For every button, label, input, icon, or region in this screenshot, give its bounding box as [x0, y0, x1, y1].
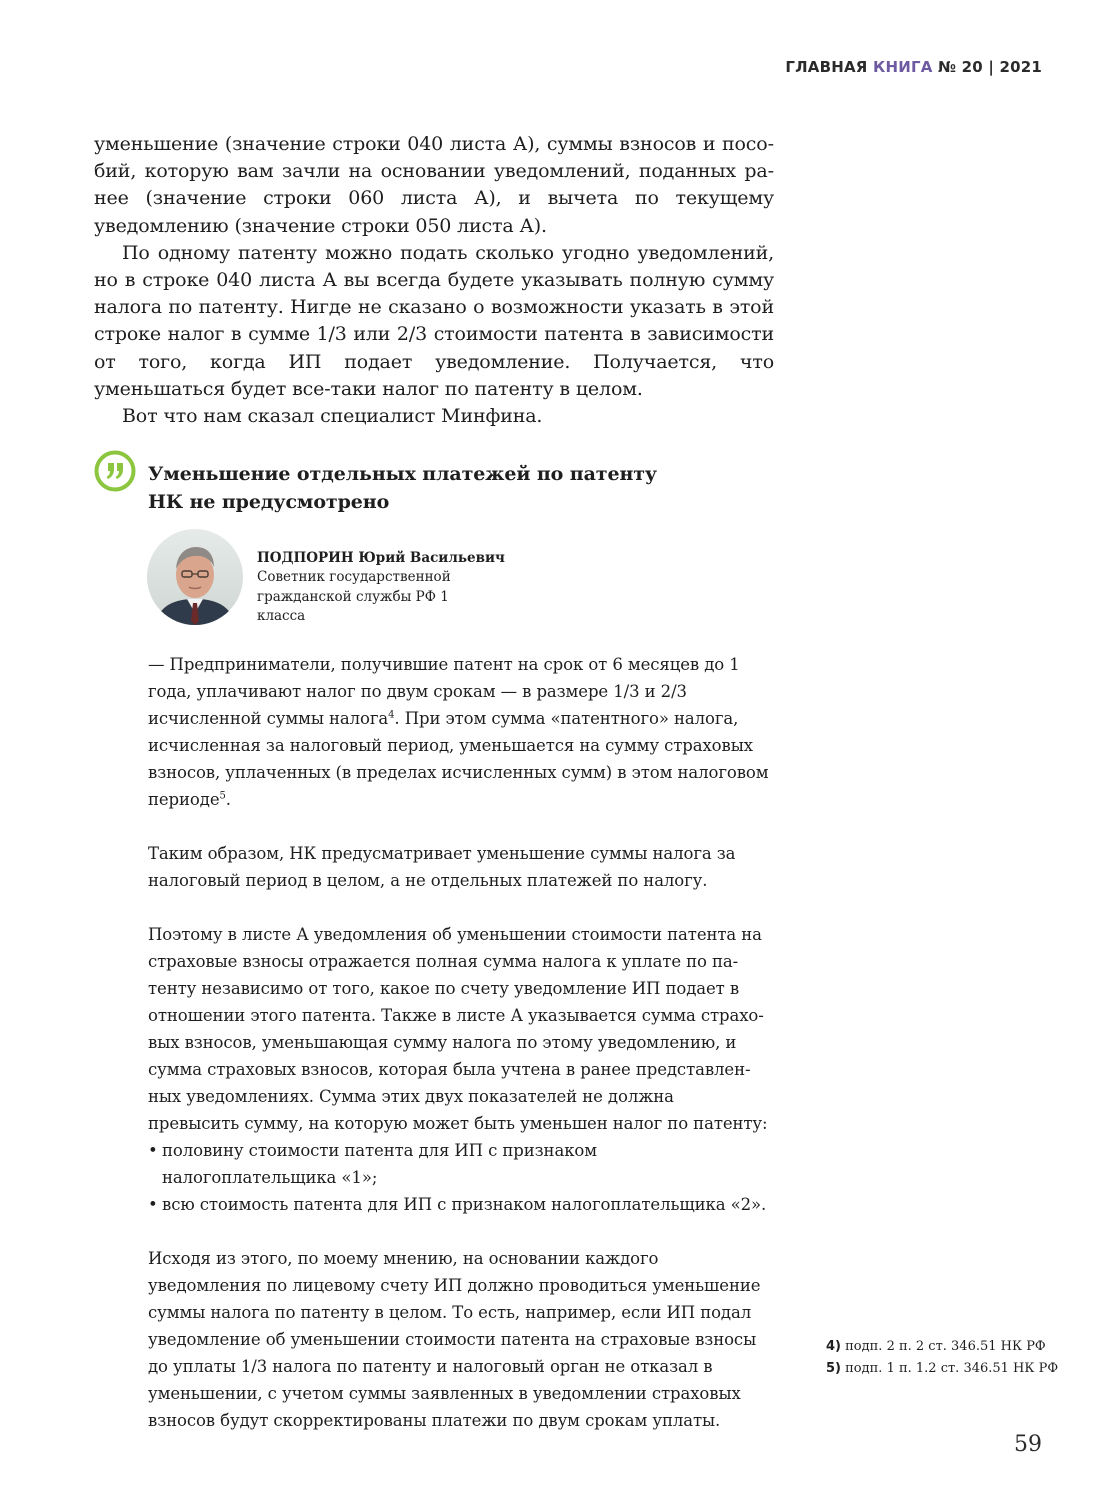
footnote-text: подп. 1 п. 1.2 ст. 346.51 НК РФ: [845, 1361, 1059, 1376]
footnote-number: 4): [826, 1339, 841, 1354]
quote-text: . При этом сумма «патентного» налога, исчисленная за налоговый период, уменьшается на сумму страховых взносов, уплаченных (в пределах исчисленных сумм) в этом налоговом периоде: [148, 709, 769, 809]
quote-title-line: НК не предусмотрено: [148, 491, 390, 513]
article-paragraph: Вот что нам сказал специалист Минфина.: [122, 405, 543, 428]
list-item: • половину стоимости патента для ИП с признаком налогоплательщика «1»;: [148, 1137, 770, 1191]
quote-body: [148, 651, 770, 1434]
quote-paragraph: Исходя из этого, по моему мнению, на основании каждого уведомления по лицевому счету ИП должно проводиться уменьшение суммы налога по патенту в целом. То есть, например, если ИП подал уведомление об уменьшении стоимости патента на страховые взносы до уплаты 1/3 налога по патенту и налоговый орган не отказал в уменьшении, с учетом суммы заявленных в уведомлении страховых взносов будут скорректированы платежи по двум срокам уплаты.: [148, 1249, 761, 1430]
quote-paragraph: [148, 651, 770, 813]
quote-title: [148, 460, 708, 516]
footnote-text: подп. 2 п. 2 ст. 346.51 НК РФ: [845, 1339, 1046, 1354]
quote-paragraph: Таким образом, НК предусматривает уменьшение суммы налога за налоговый период в целом, а не отдельных платежей по налогу.: [148, 844, 736, 890]
footnotes: [826, 1336, 1066, 1380]
expert-name: [257, 549, 587, 568]
magazine-title-part2: КНИГА: [873, 58, 933, 76]
quote-text: .: [225, 790, 231, 809]
article-body: [94, 131, 774, 430]
article-paragraph: По одному патенту можно подать сколько угодно уведомлений, но в строке 040 листа А вы всегда будете указывать полную сумму налога по патенту. Нигде не сказано о возможности указать в этой строке налог в сумме 1/3 или 2/3 стоимости патента в зависимости от того, когда ИП подает уведомление. Получается, что уменьшаться будет все-таки налог по патенту в целом.: [94, 241, 774, 400]
list-item: • всю стоимость патента для ИП с признаком налогоплательщика «2».: [148, 1191, 770, 1218]
expert-info: [257, 549, 587, 627]
footnote-ref-5: 5: [219, 790, 226, 802]
expert-surname: ПОДПОРИН: [257, 550, 354, 566]
running-header: [785, 58, 1042, 76]
expert-avatar: [147, 529, 243, 625]
footnote: [826, 1358, 1066, 1380]
quote-text: — Предприниматели, получившие патент на срок от 6 месяцев до 1 года, уплачивают налог по двум срокам — в размере 1/3 и 2/3 исчисленной суммы налога: [148, 655, 740, 728]
expert-position: Советник государственной гражданской службы РФ 1 класса: [257, 569, 451, 624]
quote-title-line: Уменьшение отдельных платежей по патенту: [148, 463, 657, 485]
quote-icon: [94, 450, 136, 492]
quote-paragraph: Поэтому в листе А уведомления об уменьшении стоимости патента на страховые взносы отражается полная сумма налога к уплате по патенту независимо от того, какое по счету уведомление ИП подает в отношении этого патента. Также в листе А указывается сумма страховых взносов, уменьшающая сумму налога по этому уведомлению, и сумма страховых взносов, которая была учтена в ранее представленных уведомлениях. Сумма этих двух показателей не должна превысить сумму, на которую может быть уменьшен налог по патенту:: [148, 925, 768, 1133]
footnote: [826, 1336, 1066, 1358]
page-number: 59: [1014, 1432, 1042, 1457]
expert-given-names: Юрий Васильевич: [358, 550, 505, 566]
footnote-number: 5): [826, 1361, 841, 1376]
issue-number: № 20 | 2021: [937, 58, 1042, 76]
quote-bullet-list: [148, 1137, 770, 1218]
article-paragraph: уменьшение (значение строки 040 листа А), суммы взносов и пособий, которую вам зачли на основании уведомлений, поданных ранее (значение строки 060 листа А), и вычета по текущему уведомлению (значение строки 050 листа А).: [94, 133, 774, 237]
magazine-title-part1: ГЛАВНАЯ: [785, 58, 868, 76]
footnote-ref-4: 4: [388, 709, 395, 721]
